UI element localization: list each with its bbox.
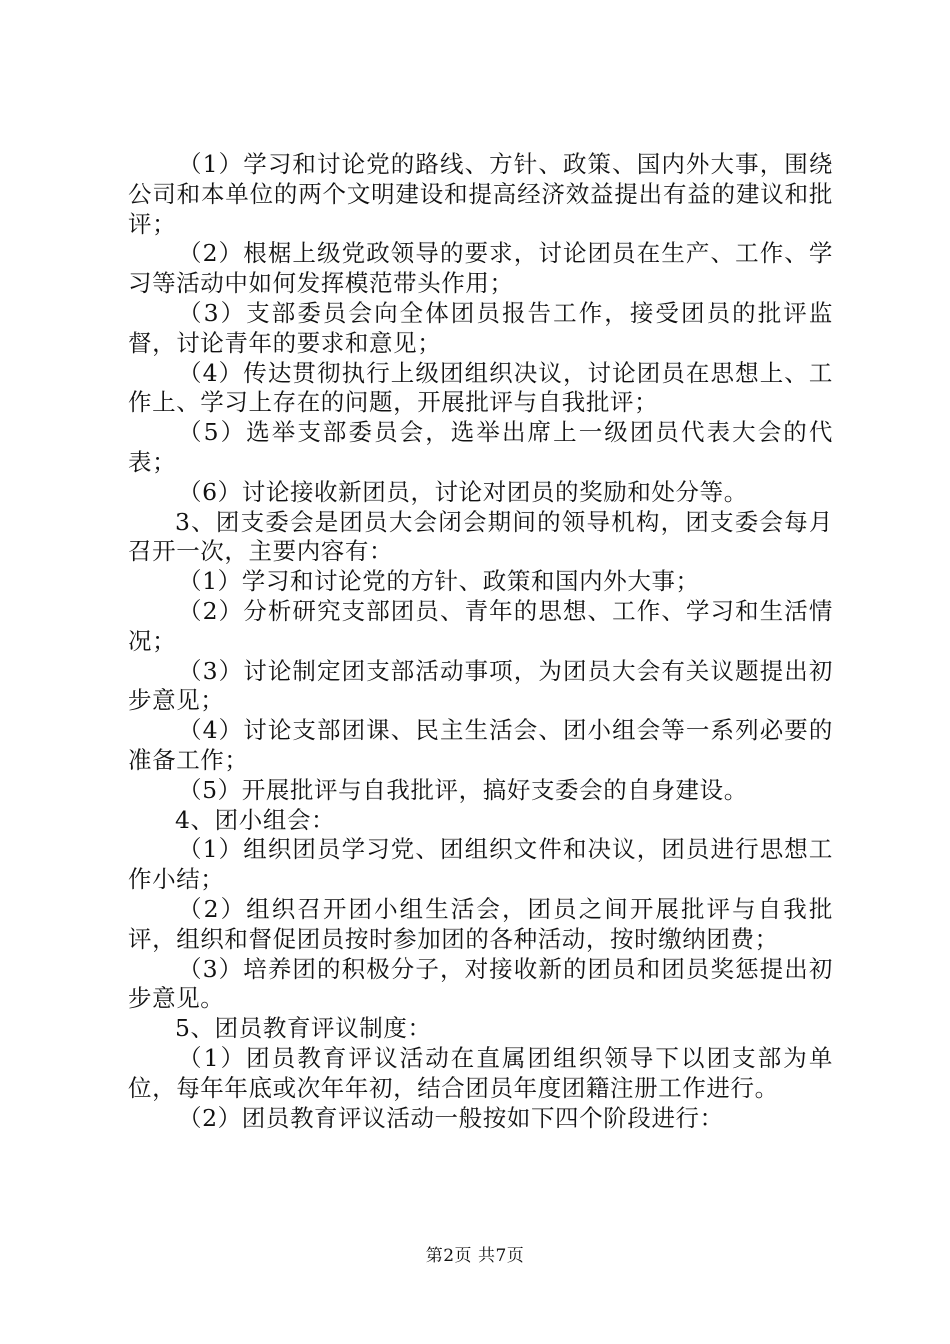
paragraph-item: （2）组织召开团小组生活会，团员之间开展批评与自我批评，组织和督促团员按时参加团的各种活动，按时缴纳团费； xyxy=(128,894,833,953)
paragraph-item: （5）开展批评与自我批评，搞好支委会的自身建设。 xyxy=(178,775,748,804)
paragraph-section-heading: 4、团小组会： xyxy=(175,805,336,834)
paragraph-section-heading: 5、团员教育评议制度： xyxy=(175,1014,432,1043)
paragraph-item: （2）根椐上级党政领导的要求，讨论团员在生产、工作、学习等活动中如何发挥模范带头作用； xyxy=(128,239,833,298)
paragraph-item: （2）分析研究支部团员、青年的思想、工作、学习和生活情况； xyxy=(128,596,833,655)
paragraph-item: （6）讨论接收新团员，讨论对团员的奖励和处分等。 xyxy=(178,477,748,506)
paragraph-item: （3）支部委员会向全体团员报告工作，接受团员的批评监督，讨论青年的要求和意见； xyxy=(128,298,833,357)
paragraph-item: （3）讨论制定团支部活动事项，为团员大会有关议题提出初步意见； xyxy=(128,656,833,715)
document-body xyxy=(128,150,833,1133)
paragraph-item: （1）学习和讨论党的方针、政策和国内外大事； xyxy=(178,567,700,596)
page-number-footer: 第2页 共7页 xyxy=(425,1246,525,1266)
paragraph-item: （2）团员教育评议活动一般按如下四个阶段进行： xyxy=(178,1103,724,1132)
paragraph-item: （1）团员教育评议活动在直属团组织领导下以团支部为单位，每年年底或次年年初，结合团员年度团籍注册工作进行。 xyxy=(128,1043,833,1102)
paragraph-item: （3）培养团的积极分子，对接收新的团员和团员奖惩提出初步意见。 xyxy=(128,954,833,1013)
paragraph-item: （1）学习和讨论党的路线、方针、政策、国内外大事，围绕公司和本单位的两个文明建设和提高经济效益提出有益的建议和批评； xyxy=(128,150,833,238)
paragraph-item: （4）传达贯彻执行上级团组织决议，讨论团员在思想上、工作上、学习上存在的问题，开展批评与自我批评； xyxy=(128,358,833,417)
paragraph-item: （4）讨论支部团课、民主生活会、团小组会等一系列必要的准备工作； xyxy=(128,716,833,774)
paragraph-item: （5）选举支部委员会，选举出席上一级团员代表大会的代表； xyxy=(128,418,833,476)
paragraph-section-heading: 3、团支委会是团员大会闭会期间的领导机构，团支委会每月召开一次，主要内容有： xyxy=(128,507,833,566)
paragraph-item: （1）组织团员学习党、团组织文件和决议，团员进行思想工作小结； xyxy=(128,835,833,894)
